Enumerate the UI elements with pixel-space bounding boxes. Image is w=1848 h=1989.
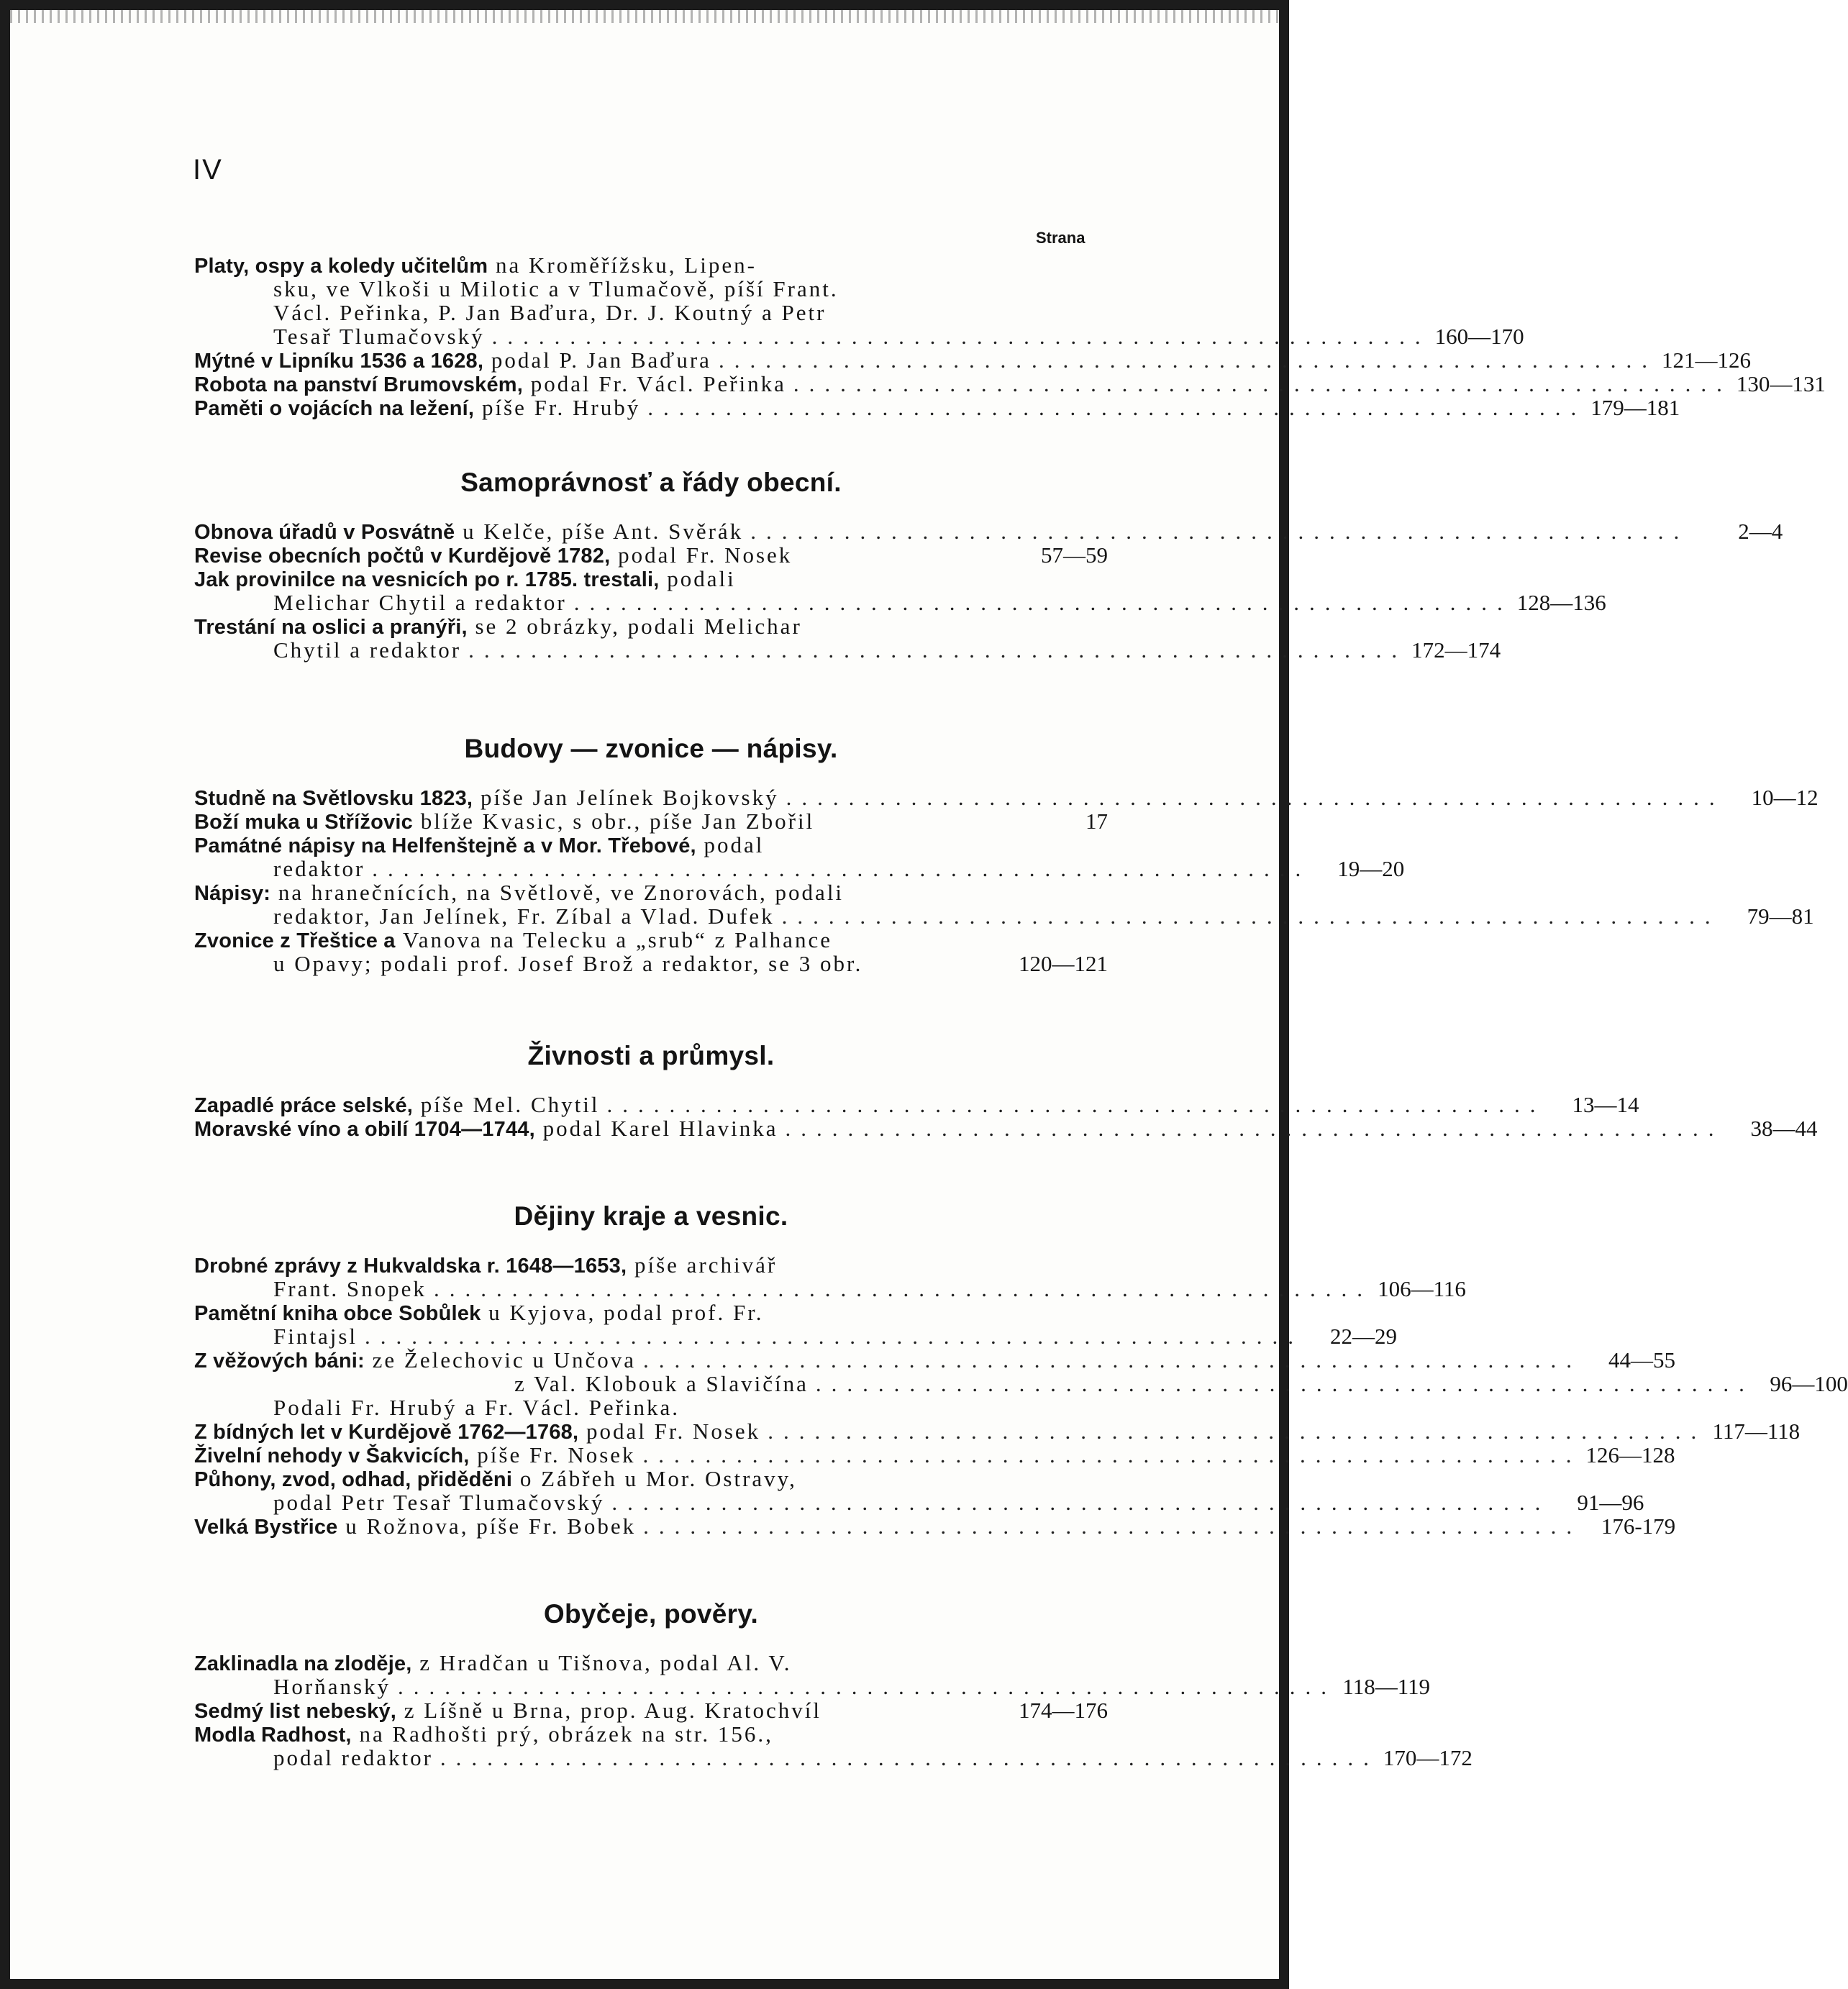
- entry-description: podal Fr. Nosek: [610, 542, 793, 568]
- entry-text: [273, 638, 461, 662]
- entry-title: Paměti o vojácích na ležení,: [194, 397, 475, 420]
- entry-line: [194, 1116, 1818, 1141]
- page-range: 79—81: [1747, 904, 1814, 929]
- entry-description: u Rožnova, píše Fr. Bobek: [337, 1514, 637, 1539]
- entry-text: [273, 1396, 680, 1419]
- entry-line: [194, 253, 1108, 277]
- entry-description: píše archivář: [627, 1252, 778, 1278]
- entry-text: [194, 1348, 636, 1373]
- toc-entry: [194, 1514, 1676, 1539]
- entry-text: [194, 1253, 777, 1278]
- entry-line: [194, 904, 1814, 929]
- section-budovy: [194, 732, 1819, 976]
- entry-description: podal Fr. Nosek: [578, 1419, 761, 1444]
- entry-description: u Kyjova, podal prof. Fr.: [481, 1300, 764, 1325]
- entry-line: [194, 1419, 1801, 1444]
- page-range: 176-179: [1601, 1514, 1676, 1539]
- dot-leader: ............................................................: [372, 856, 1311, 881]
- entry-title: Velká Bystřice: [194, 1516, 338, 1539]
- entry-text: [273, 277, 839, 301]
- entry-description: Václ. Peřinka, P. Jan Baďura, Dr. J. Koutný a Petr: [273, 300, 827, 325]
- entry-line: [194, 371, 1826, 396]
- dot-leader: ............................................................: [718, 347, 1657, 373]
- entry-description: Vanova na Telecku a „srub“ z Palhance: [395, 927, 832, 952]
- entry-line: [194, 928, 1108, 952]
- entry-description: z Líšně u Brna, prop. Aug. Kratochvíl: [396, 1698, 822, 1723]
- entry-line: [194, 519, 1783, 544]
- entry-title: Živelní nehody v Šakvicích,: [194, 1444, 470, 1467]
- entry-description: podal P. Jan Baďura: [483, 347, 711, 373]
- section-heading: Obyčeje, pověry.: [543, 1599, 759, 1629]
- entry-text: [194, 396, 640, 421]
- entry-text: [273, 301, 826, 324]
- entry-title: Zvonice z Třeštice a: [194, 929, 396, 952]
- entry-title: Moravské víno a obilí 1704—1744,: [194, 1118, 535, 1141]
- entry-text: [194, 1467, 797, 1492]
- entry-text: [194, 1443, 636, 1468]
- toc-entry: [194, 1300, 1398, 1349]
- entry-description: u Kelče, píše Ant. Svěrák: [455, 519, 744, 544]
- entry-description: Fintajsl: [273, 1324, 358, 1349]
- dot-leader: ............................................................: [491, 324, 1431, 349]
- entry-line: [194, 347, 1751, 373]
- dot-leader: ............................................................: [647, 395, 1587, 420]
- entry-description: redaktor, Jan Jelínek, Fr. Zíbal a Vlad. Dufek: [273, 904, 775, 929]
- entry-line: [194, 277, 1108, 301]
- entry-text: [273, 591, 567, 614]
- entry-line: [194, 785, 1819, 810]
- entry-description: Podali Fr. Hrubý a Fr. Václ. Peřinka.: [273, 1395, 681, 1420]
- entry-text: [194, 786, 779, 811]
- page-range: 106—116: [1378, 1276, 1466, 1301]
- page-range: 44—55: [1608, 1347, 1675, 1373]
- entry-line: [194, 1442, 1675, 1467]
- entry-description: podal: [696, 832, 765, 857]
- entry-title: Studně na Světlovsku 1823,: [194, 787, 473, 810]
- entry-description: podali: [659, 566, 736, 591]
- section-heading: Dějiny kraje a vesnic.: [514, 1201, 788, 1231]
- entry-description: podal Fr. Václ. Peřinka: [523, 371, 786, 396]
- entry-line: [194, 1371, 1848, 1396]
- entry-description: Tesař Tlumačovský: [273, 324, 485, 349]
- entry-text: [194, 567, 736, 592]
- entry-description: Chytil a redaktor: [273, 637, 462, 663]
- entry-line: [194, 1674, 1431, 1699]
- entry-title: Z bídných let v Kurdějově 1762—1768,: [194, 1421, 579, 1444]
- entry-description: Melichar Chytil a redaktor: [273, 590, 567, 615]
- entry-line: [194, 1347, 1675, 1373]
- entry-line: [194, 952, 1108, 975]
- entry-line: [194, 1396, 1108, 1419]
- dot-leader: ............................................................: [440, 1745, 1379, 1770]
- entry-line: [194, 1276, 1466, 1301]
- dot-leader: ............................................................: [433, 1276, 1373, 1301]
- toc-entry: [194, 347, 1751, 373]
- entry-line: [194, 324, 1524, 349]
- page-range: 174—176: [1019, 1698, 1108, 1723]
- entry-description: na hranečnících, na Světlově, ve Znorovách, podali: [270, 880, 845, 905]
- entry-text: [273, 1277, 427, 1301]
- toc-entry: [194, 1442, 1675, 1467]
- dot-leader: ............................................................: [643, 1514, 1583, 1539]
- page-range: 10—12: [1751, 785, 1819, 810]
- toc-entry: [194, 1419, 1801, 1444]
- page-range: 160—170: [1434, 324, 1524, 349]
- section-obyceje: [194, 1598, 1473, 1770]
- entry-title: Trestání na oslici a pranýři,: [194, 616, 468, 639]
- entry-title: Sedmý list nebeský,: [194, 1700, 397, 1723]
- entry-description: se 2 obrázky, podali Melichar: [467, 614, 802, 639]
- section-heading: Budovy — zvonice — nápisy.: [464, 734, 838, 763]
- dot-leader: ............................................................: [768, 1419, 1707, 1444]
- toc-entry: [194, 1092, 1639, 1117]
- toc-entry: [194, 1698, 1108, 1722]
- toc-entry: [194, 371, 1826, 396]
- entry-description: u Opavy; podali prof. Josef Brož a redaktor, se 3 obr.: [273, 951, 863, 976]
- entry-text: [194, 1698, 821, 1724]
- page-range: 117—118: [1712, 1419, 1801, 1444]
- entry-title: Nápisy:: [194, 882, 271, 905]
- entry-line: [194, 809, 1108, 833]
- toc-entry: [194, 785, 1819, 810]
- entry-line: [194, 1698, 1108, 1722]
- entry-text: [194, 1093, 599, 1118]
- entry-line: [194, 1490, 1644, 1515]
- toc-entry: [194, 543, 1108, 567]
- entry-title: Drobné zprávy z Hukvaldska r. 1648—1653,: [194, 1255, 627, 1278]
- dot-leader: ............................................................: [642, 1442, 1582, 1467]
- entry-title: Památné nápisy na Helfenštejně a v Mor. Třebové,: [194, 834, 696, 857]
- dot-leader: ............................................................: [785, 1116, 1724, 1141]
- entry-text: [273, 1746, 433, 1770]
- toc-entry: [194, 1650, 1431, 1699]
- toc-entry: [194, 566, 1606, 615]
- entry-description: píše Jan Jelínek Bojkovský: [473, 785, 779, 810]
- page-range: 179—181: [1590, 395, 1680, 420]
- entry-line: [194, 1324, 1398, 1349]
- entry-text: [194, 253, 757, 278]
- entry-description: píše Mel. Chytil: [413, 1092, 600, 1117]
- toc-entry: [194, 1466, 1644, 1515]
- entry-text: [194, 1419, 760, 1444]
- entry-text: [273, 904, 775, 928]
- entry-text: [273, 1324, 358, 1348]
- dot-leader: ............................................................: [365, 1324, 1304, 1349]
- section-untitled: [194, 252, 1826, 420]
- entry-line: [194, 590, 1606, 615]
- entry-line: [194, 395, 1680, 420]
- entry-text: [273, 952, 862, 975]
- entry-line: [194, 1467, 1108, 1490]
- entry-text: [194, 372, 786, 397]
- entry-description: Frant. Snopek: [273, 1276, 427, 1301]
- entry-title: Boží muka u Střížovic: [194, 811, 413, 834]
- pages-column-label: Strana: [1036, 229, 1085, 247]
- toc-entry: [194, 1116, 1818, 1141]
- entry-title: Jak provinilce na vesnicích po r. 1785. trestali,: [194, 568, 660, 591]
- section-heading: Samoprávnosť a řády obecní.: [460, 468, 842, 497]
- dot-leader: ............................................................: [793, 371, 1732, 396]
- entry-text: [273, 1490, 604, 1514]
- toc-entry: [194, 809, 1108, 833]
- entry-title: Platy, ospy a koledy učitelům: [194, 255, 488, 278]
- entry-title: Zaklinadla na zloděje,: [194, 1652, 412, 1675]
- entry-text: [194, 614, 802, 640]
- toc-entry: [194, 614, 1501, 663]
- entry-description: Horňanský: [273, 1674, 391, 1699]
- toc-entry: [194, 832, 1405, 881]
- dot-leader: ............................................................: [643, 1347, 1582, 1373]
- entry-line: [194, 1651, 1108, 1675]
- page-range: 19—20: [1337, 856, 1405, 881]
- entry-line: [194, 880, 1108, 904]
- entry-text: [273, 1675, 391, 1698]
- page-range: 130—131: [1736, 371, 1826, 396]
- entry-line: [194, 833, 1108, 857]
- entry-description: na Radhošti prý, obrázek na str. 156.,: [351, 1721, 773, 1747]
- entry-description: redaktor: [273, 856, 365, 881]
- toc-entry: [194, 1252, 1466, 1301]
- entry-line: [194, 301, 1108, 324]
- entry-title: Robota na panství Brumovském,: [194, 373, 524, 396]
- page-range: 172—174: [1411, 637, 1501, 663]
- dot-leader: ............................................................: [468, 637, 1408, 663]
- page-range: 38—44: [1750, 1116, 1818, 1141]
- entry-text: [194, 833, 764, 858]
- entry-description: blíže Kvasic, s obr., píše Jan Zbořil: [412, 809, 815, 834]
- page-range: 13—14: [1572, 1092, 1639, 1117]
- entry-description: sku, ve Vlkoši u Milotic a v Tlumačově, píší Frant.: [273, 276, 839, 301]
- entry-line: [194, 1301, 1108, 1324]
- entry-line: [194, 614, 1108, 638]
- entry-title: Z věžových báni:: [194, 1349, 365, 1373]
- page-range: 121—126: [1661, 347, 1751, 373]
- entry-description: podal Karel Hlavinka: [534, 1116, 778, 1141]
- entry-text: [194, 348, 711, 373]
- entry-line: [194, 567, 1108, 591]
- entry-description: podal Petr Tesař Tlumačovský: [273, 1490, 605, 1515]
- section-samopravnost: [194, 466, 1783, 663]
- toc-entry: [194, 1721, 1473, 1770]
- dot-leader: ............................................................: [781, 904, 1721, 929]
- toc-entry: [194, 1347, 1848, 1420]
- entry-text: [194, 543, 792, 568]
- page-number: IV: [193, 154, 223, 186]
- entry-line: [194, 1722, 1108, 1746]
- entry-line: [194, 1745, 1473, 1770]
- dot-leader: ............................................................: [750, 519, 1690, 544]
- entry-line: [194, 1514, 1676, 1539]
- page-range: 2—4: [1738, 519, 1783, 544]
- entry-text: [194, 1116, 778, 1142]
- entry-description: píše Fr. Hrubý: [474, 395, 641, 420]
- entry-description: ze Želechovic u Unčova: [364, 1347, 636, 1373]
- entry-text: [194, 1301, 764, 1326]
- entry-description: píše Fr. Nosek: [469, 1442, 636, 1467]
- page-range: 120—121: [1019, 951, 1108, 976]
- entry-description: na Kroměřížsku, Lipen-: [488, 252, 757, 278]
- section-zivnosti: [194, 1039, 1818, 1141]
- toc-entry: [194, 252, 1524, 349]
- entry-text: [194, 928, 832, 953]
- scan-edge: [10, 10, 1279, 23]
- entry-description: z Hradčan u Tišnova, podal Al. V.: [411, 1650, 792, 1675]
- entry-description: o Zábřeh u Mor. Ostravy,: [512, 1466, 797, 1491]
- entry-line: [194, 856, 1405, 881]
- entry-title: Modla Radhost,: [194, 1724, 352, 1747]
- entry-text: [194, 809, 814, 834]
- dot-leader: ............................................................: [606, 1092, 1546, 1117]
- entry-title: Obnova úřadů v Posvátně: [194, 521, 455, 544]
- entry-text: [194, 1722, 773, 1747]
- dot-leader: ............................................................: [573, 590, 1513, 615]
- entry-text: [514, 1372, 809, 1396]
- entry-text: [273, 857, 365, 880]
- entry-line: [194, 1092, 1639, 1117]
- entry-title: Půhony, zvod, odhad, přiděděni: [194, 1468, 513, 1491]
- entry-title: Revise obecních počtů v Kurdějově 1782,: [194, 545, 611, 568]
- dot-leader: ............................................................: [786, 785, 1725, 810]
- entry-text: [194, 880, 844, 906]
- entry-description: z Val. Klobouk a Slavičína: [514, 1371, 809, 1396]
- entry-line: [194, 543, 1108, 567]
- entry-line: [194, 1253, 1108, 1277]
- entry-description: podal redaktor: [273, 1745, 433, 1770]
- page-range: 17: [1085, 809, 1108, 834]
- page-range: 57—59: [1041, 542, 1108, 568]
- dot-leader: ............................................................: [398, 1674, 1337, 1699]
- dot-leader: ............................................................: [611, 1490, 1551, 1515]
- toc-entry: [194, 519, 1783, 544]
- dot-leader: ............................................................: [815, 1371, 1754, 1396]
- entry-line: [194, 637, 1501, 663]
- page-range: 22—29: [1330, 1324, 1398, 1349]
- page-range: 126—128: [1585, 1442, 1675, 1467]
- section-dejiny: [194, 1200, 1848, 1539]
- entry-text: [273, 324, 485, 348]
- entry-title: Zapadlé práce selské,: [194, 1094, 414, 1117]
- page-range: 170—172: [1383, 1745, 1473, 1770]
- section-heading: Živnosti a průmysl.: [527, 1041, 775, 1070]
- entry-title: Pamětní kniha obce Sobůlek: [194, 1302, 481, 1325]
- entry-title: Mýtné v Lipníku 1536 a 1628,: [194, 350, 484, 373]
- toc-entry: [194, 928, 1108, 975]
- entry-text: [194, 1514, 636, 1539]
- toc-entry: [194, 395, 1680, 420]
- page-range: 96—100: [1770, 1371, 1848, 1396]
- page-range: 118—119: [1342, 1674, 1431, 1699]
- page-range: 128—136: [1516, 590, 1606, 615]
- page-range: 91—96: [1577, 1490, 1644, 1515]
- toc-entry: [194, 880, 1814, 929]
- entry-text: [194, 519, 743, 545]
- entry-text: [194, 1651, 792, 1676]
